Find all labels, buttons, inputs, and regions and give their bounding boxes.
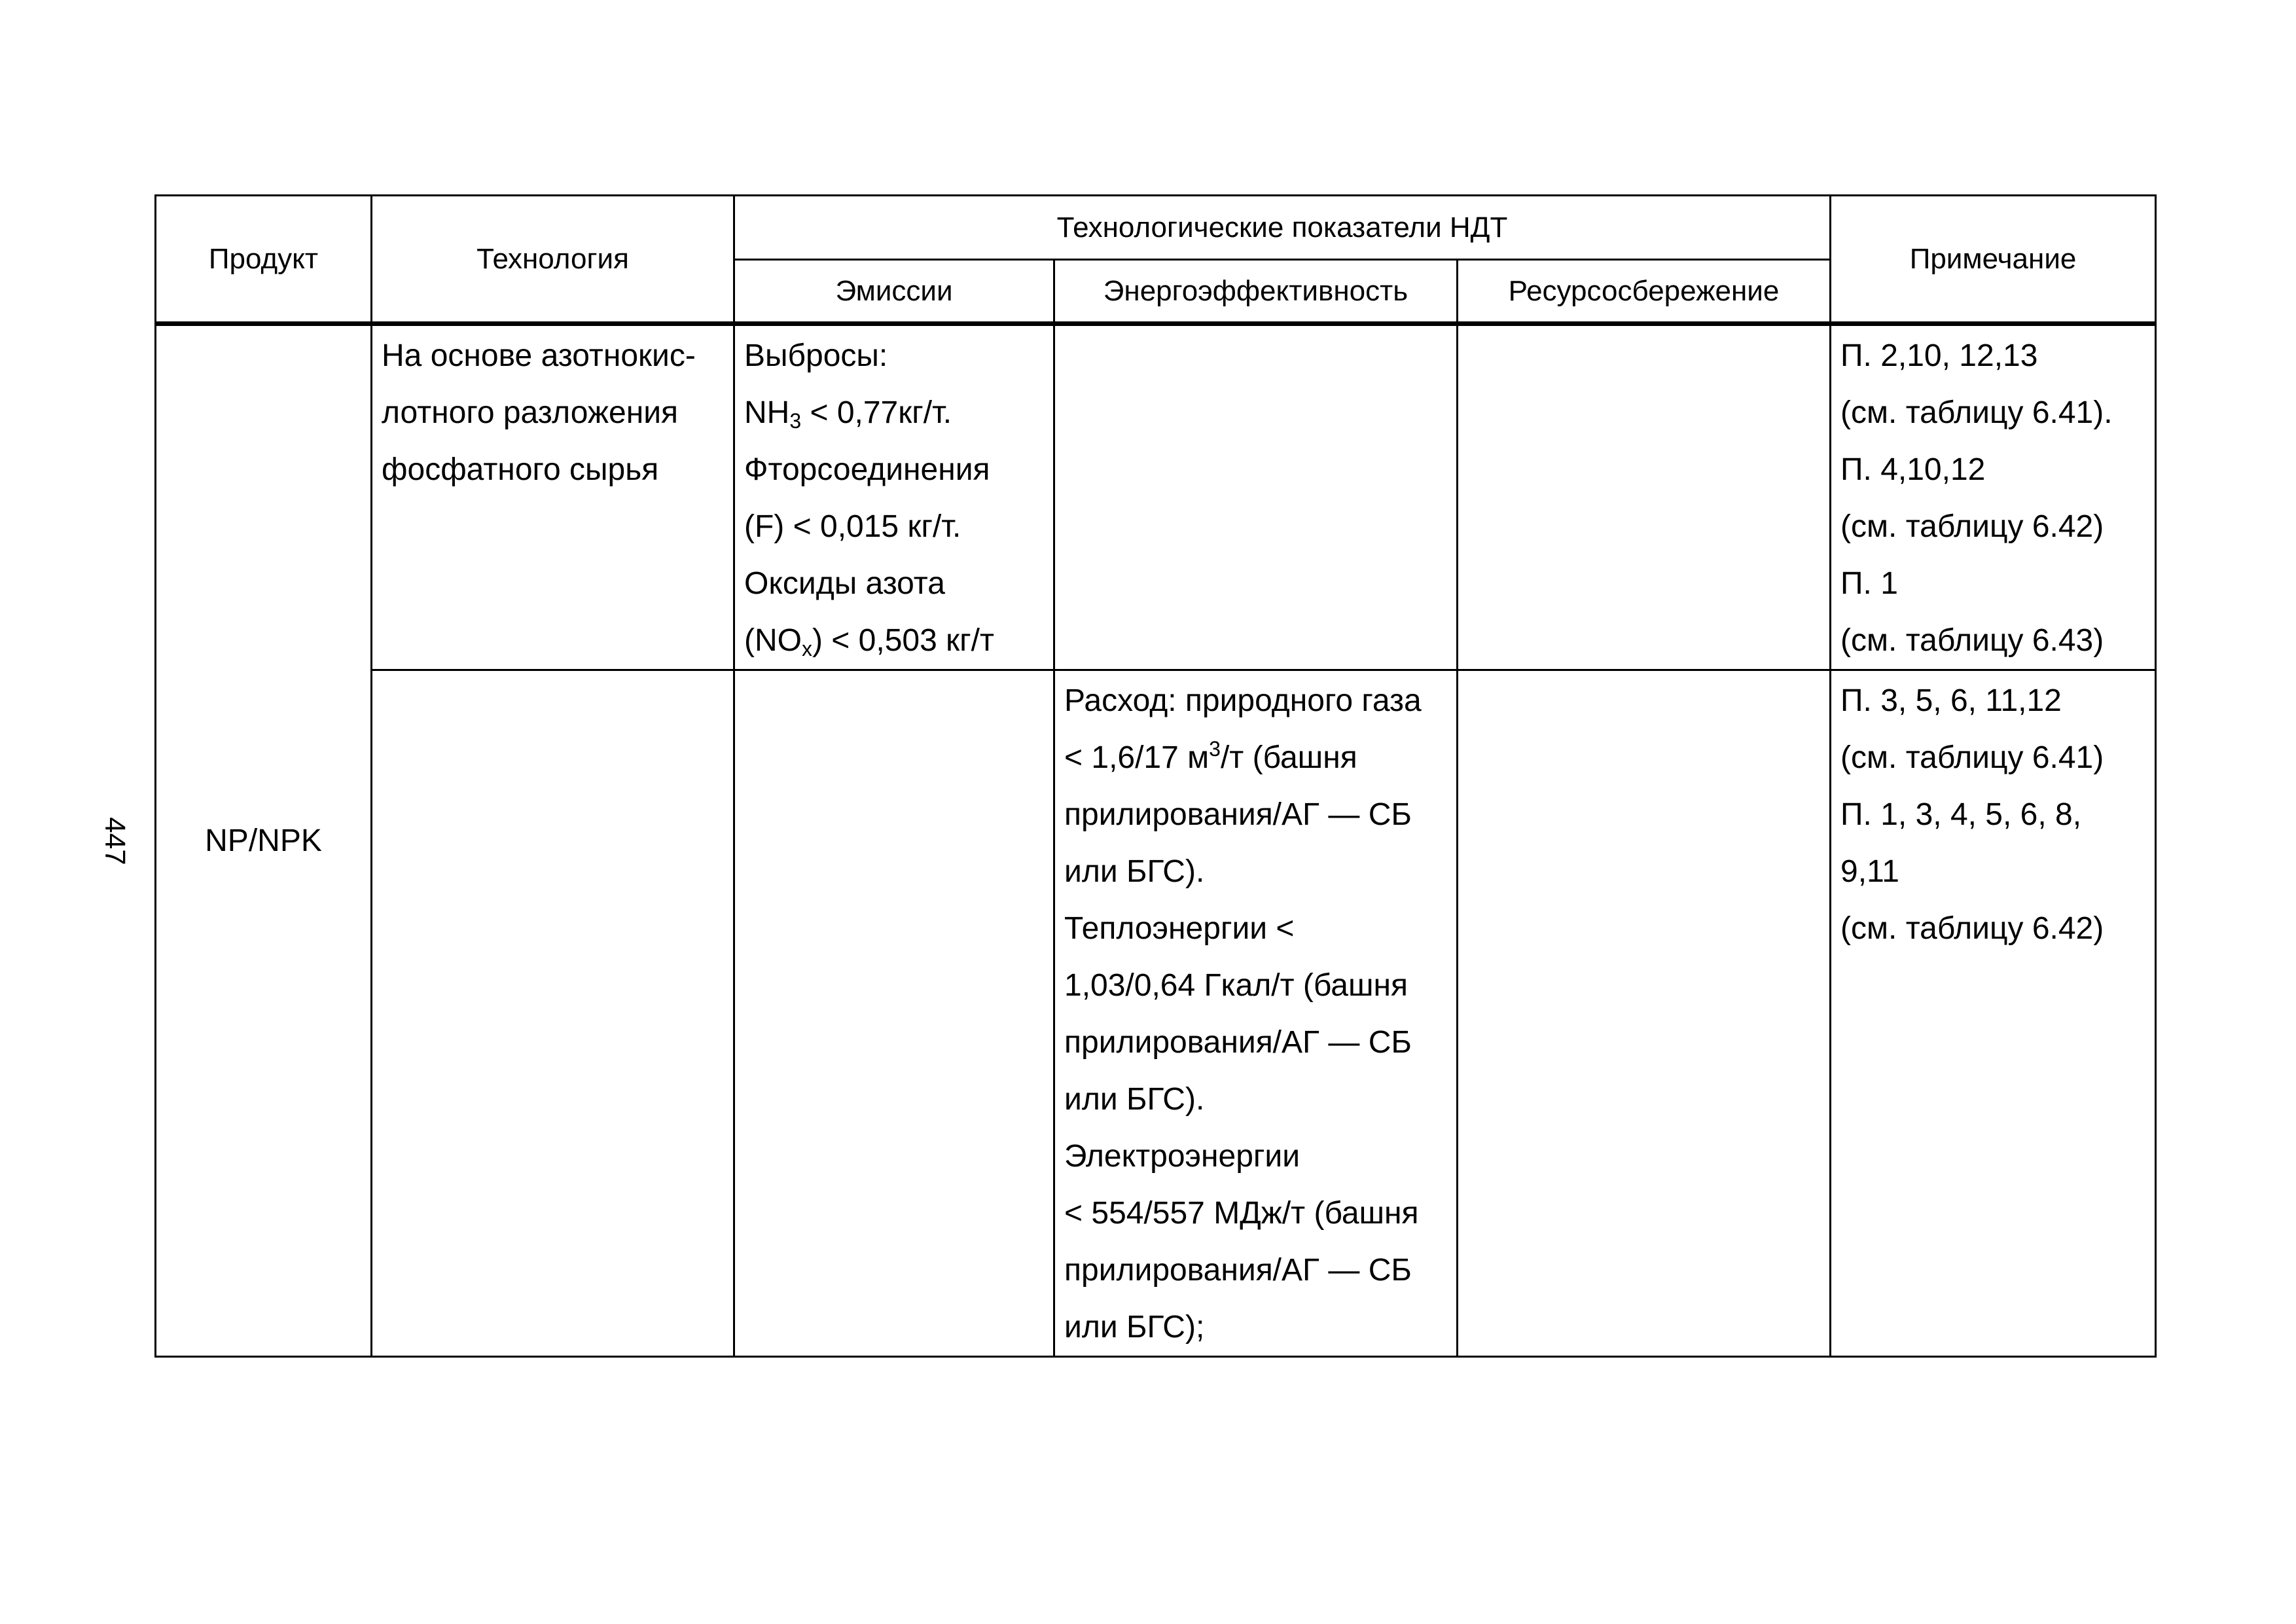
energy-line: < 554/557 МДж/т (башня [1064,1196,1419,1231]
note-line: П. 4,10,12 [1840,452,1986,487]
emissions-line-nox: $(NO_x) < 0,503$ кг/т [744,623,994,660]
cell-note [1831,324,2156,670]
header-indicators: Технологические показатели НДТ [734,196,1831,260]
cell-energy [1054,670,1458,1357]
energy-line: или БГС). [1064,854,1205,889]
cell-technology [372,670,734,1357]
header-technology: Технология [372,196,734,324]
emissions-line-nh3: $NH_3 < 0,77кг/т$. [744,395,952,433]
cell-technology [372,324,734,670]
emissions-line: Фторсоединения [744,452,990,487]
cell-emissions [734,324,1054,670]
note-line: П. 1 [1840,566,1898,601]
cell-resources [1458,670,1831,1357]
note-line: П. 1, 3, 4, 5, 6, 8, [1840,797,2082,832]
note-line: П. 2,10, 12,13 [1840,338,2038,373]
emissions-line: Выбросы: [744,338,888,373]
page-number-text: 447 [99,817,131,865]
note-line: П. 3, 5, 6, 11,12 [1840,683,2062,718]
header-note: Примечание [1831,196,2156,324]
energy-line: прилирования/АГ — СБ [1064,1025,1412,1060]
note-line: (см. таблицу 6.41) [1840,740,2104,775]
energy-line: прилирования/АГ — СБ [1064,797,1412,832]
note-line: (см. таблицу 6.43) [1840,623,2104,658]
emissions-line: Оксиды азота [744,566,945,601]
emissions-line: (F) < 0,015 кг/т. [744,509,961,544]
table-row [156,670,2156,1357]
note-line: (см. таблицу 6.41). [1840,395,2113,430]
note-line: 9,11 [1840,854,1899,889]
energy-line: 1,03/0,64 Гкал/т (башня [1064,968,1408,1003]
cell-product: NP/NPK [156,324,372,1357]
header-product: Продукт [156,196,372,324]
energy-line: Расход: природного газа [1064,683,1422,718]
table-header [156,196,2156,324]
energy-line: прилирования/АГ — СБ [1064,1253,1412,1288]
note-line: (см. таблицу 6.42) [1840,509,2104,544]
cell-energy [1054,324,1458,670]
cell-note [1831,670,2156,1357]
energy-line: или БГС). [1064,1082,1205,1117]
technology-line: На основе азотнокис- [382,338,696,373]
energy-line: Электроэнергии [1064,1139,1300,1174]
bat-indicators-table [154,194,2157,1358]
header-emissions: Эмиссии [734,260,1054,324]
energy-line-m3: < 1,6/17 $м^3/т$ (башня [1064,737,1357,775]
note-line: (см. таблицу 6.42) [1840,911,2104,946]
header-energy: Энергоэффективность [1054,260,1458,324]
technology-line: фосфатного сырья [382,452,659,487]
header-resources: Ресурсосбережение [1458,260,1831,324]
energy-line: Теплоэнергии < [1064,911,1295,946]
cell-emissions [734,670,1054,1357]
energy-line: или БГС); [1064,1310,1205,1344]
cell-resources [1458,324,1831,670]
table-row [156,324,2156,670]
technology-line: лотного разложения [382,395,678,430]
